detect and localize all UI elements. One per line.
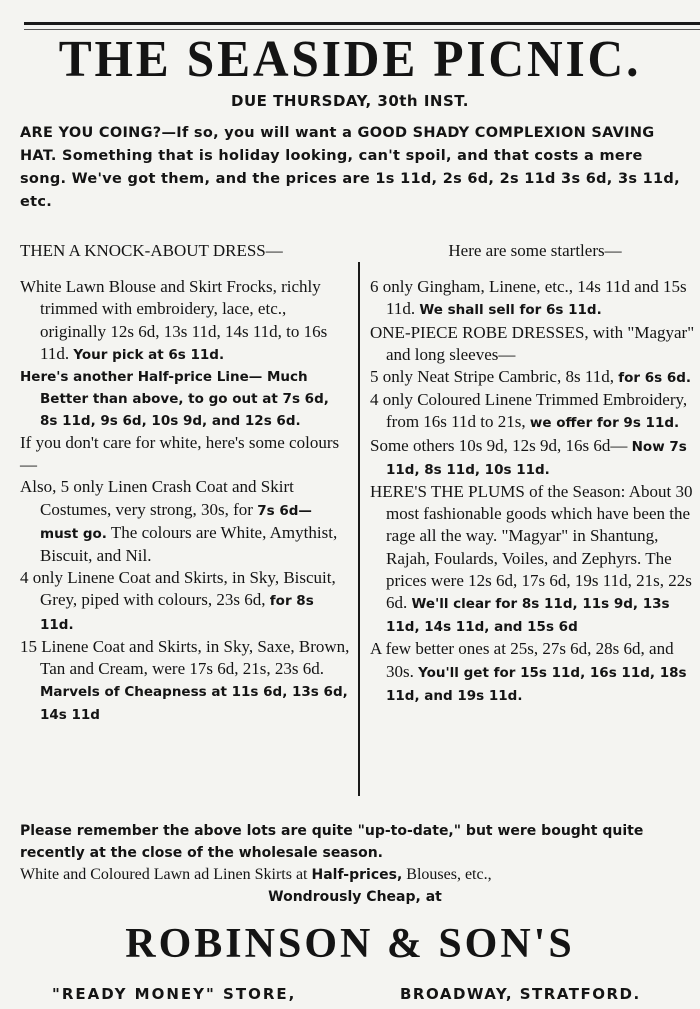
right-heading: Here are some startlers—: [448, 241, 622, 260]
left-item-6-offer: Marvels of Cheapness at 11s 6d, 13s 6d, 14s 11d: [40, 684, 348, 724]
intro-paragraph: ARE YOU COING?—If so, you will want a GOOD SHADY COMPLEXION SAVING HAT. Something that is holiday looking, can't spoil, and that costs a mere song. We've got them, and the prices are 1s 11d, 2s 6d, 2s 11d 3s 6d, 3s 11d, etc.: [20, 125, 680, 210]
right-item-3: [370, 366, 700, 389]
right-item-1: [370, 276, 700, 321]
right-item-5-text: Some others 10s 9d, 12s 9d, 16s 6d—: [370, 435, 628, 455]
left-item-6-text: 15 Linene Coat and Skirts, in Sky, Saxe, Brown, Tan and Cream, were 17s 6d, 21s, 23s 6d.: [20, 636, 350, 679]
left-heading: THEN A KNOCK-ABOUT DRESS—: [20, 241, 283, 260]
right-item-4-text: 4 only Coloured Linene Trimmed Embroidery, from 16s 11d to 21s,: [370, 390, 688, 432]
right-item-6-offer: We'll clear for 8s 11d, 11s 9d, 13s 11d, 14s 11d, and 15s 6d: [386, 596, 670, 636]
left-item-1: [20, 276, 350, 366]
left-item-5-text: 4 only Linene Coat and Skirts, in Sky, Biscuit, Grey, piped with colours, 23s 6d,: [20, 568, 336, 610]
left-item-3: If you don't care for white, here's some colours—: [20, 433, 340, 475]
right-item-4: [370, 389, 700, 434]
column-divider: [358, 262, 360, 796]
top-rule: [24, 22, 700, 25]
left-item-6: [20, 636, 350, 727]
footer-notice: [20, 820, 690, 908]
shop-address: BROADWAY, STRATFORD.: [400, 985, 641, 1003]
right-item-7: [370, 638, 700, 707]
left-item-5-offer: for 8s 11d.: [40, 593, 314, 633]
footer-line-3: Wondrously Cheap, at: [268, 889, 442, 905]
left-item-1-text: White Lawn Blouse and Skirt Frocks, richly trimmed with embroidery, lace, etc., originally 12s 6d, 13s 11d, 14s 11d, to 16s 11d.: [20, 277, 328, 363]
footer-line-1: Please remember the above lots are quite "up-to-date," but were bought quite recently at the close of the wholesale season.: [20, 823, 644, 861]
left-column: [20, 240, 350, 727]
right-item-5-offer: Now 7s 11d, 8s 11d, 10s 11d.: [386, 438, 687, 478]
right-item-7-offer: You'll get for 15s 11d, 16s 11d, 18s 11d, and 19s 11d.: [386, 664, 687, 704]
left-item-4-text: Also, 5 only Linen Crash Coat and Skirt Costumes, very strong, 30s, for: [20, 477, 294, 519]
right-item-5: [370, 435, 700, 481]
left-item-4: [20, 476, 350, 567]
subheading: DUE THURSDAY, 30th INST.: [231, 92, 469, 110]
headline: THE SEASIDE PICNIC.: [58, 31, 642, 88]
footer-line-2-offer: Half-prices,: [311, 867, 403, 883]
footer-line-2-text: White and Coloured Lawn ad Linen Skirts at: [20, 866, 308, 883]
footer-line-2-tail: Blouses, etc.,: [406, 866, 492, 883]
left-item-1-offer: Your pick at 6s 11d.: [73, 346, 225, 363]
right-item-1-text: 6 only Gingham, Linene, etc., 14s 11d and 15s 11d.: [370, 277, 687, 319]
right-column: [370, 240, 700, 707]
right-item-2: ONE-PIECE ROBE DRESSES, with "Magyar" and long sleeves—: [370, 322, 695, 364]
left-item-4-tail: The colours are White, Amythist, Biscuit, and Nil.: [40, 522, 338, 566]
left-item-5: [20, 567, 350, 636]
footer-line-2: [20, 864, 690, 886]
right-item-3-offer: for 6s 6d.: [618, 370, 692, 387]
right-item-6: [370, 481, 700, 638]
shop-name: ROBINSON & SON'S: [125, 921, 575, 967]
shop-store: "READY MONEY" STORE,: [52, 985, 297, 1003]
right-item-1-offer: We shall sell for 6s 11d.: [419, 302, 602, 319]
right-item-7-text: A few better ones at 25s, 27s 6d, 28s 6d, and 30s.: [370, 639, 674, 681]
left-item-4-offer: 7s 6d—must go.: [40, 502, 312, 542]
right-item-6-text: HERE'S THE PLUMS of the Season: About 30 most fashionable goods which have been the rage all the way. "Magyar" in Shantung, Rajah, Foulards, Voiles, and Zephyrs. The prices were 12s 6d, 17s 6d, 19s 11d, 21s, 22s 6d.: [370, 482, 693, 613]
right-item-4-offer: we offer for 9s 11d.: [529, 415, 680, 432]
left-item-2: Here's another Half-price Line— Much Better than above, to go out at 7s 6d, 8s 11d, 9s 6d, 10s 9d, and 12s 6d.: [20, 369, 329, 430]
right-item-3-text: 5 only Neat Stripe Cambric, 8s 11d,: [370, 367, 614, 387]
